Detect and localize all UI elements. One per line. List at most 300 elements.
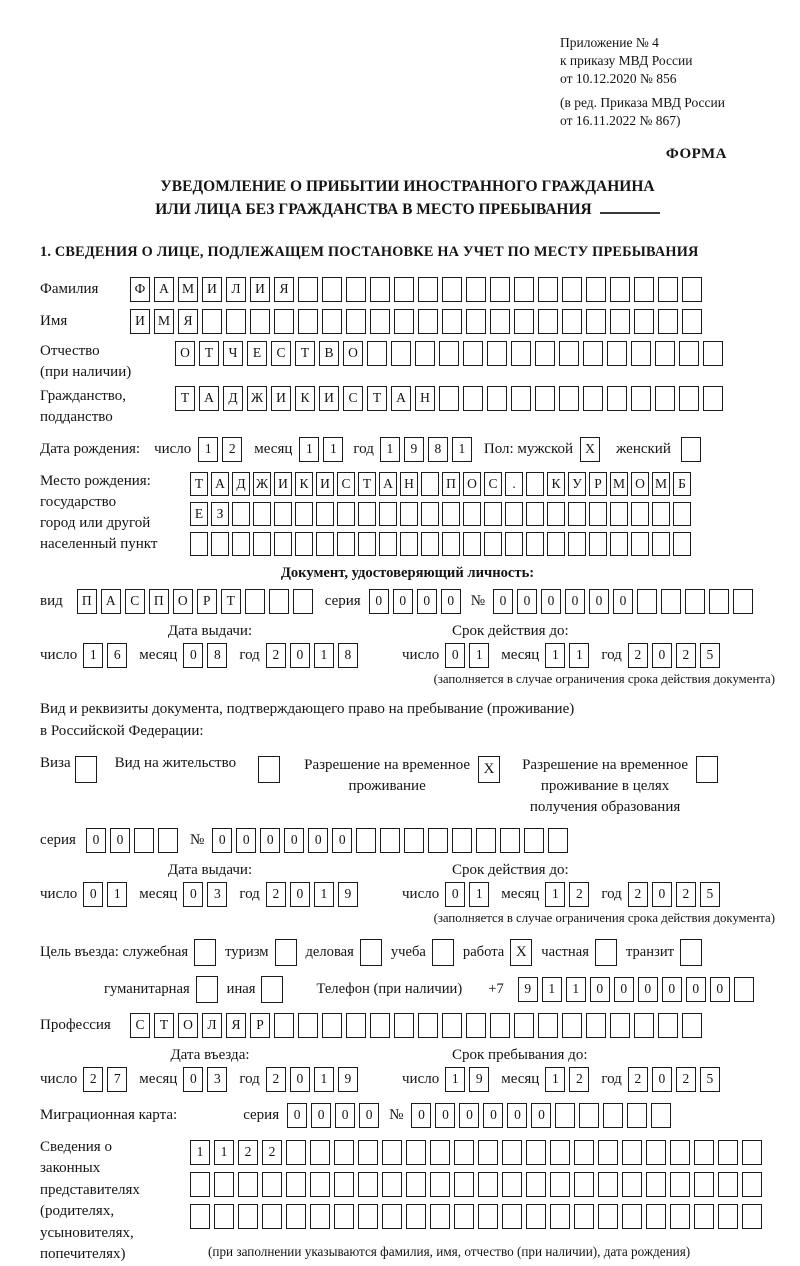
char-cell — [370, 309, 390, 334]
char-cell: А — [211, 472, 229, 496]
doc-number-cells — [493, 589, 753, 614]
char-cell: 2 — [222, 437, 242, 462]
char-cell — [487, 386, 507, 411]
char-cell: Т — [367, 386, 387, 411]
mc-number-cells — [411, 1103, 671, 1128]
char-cell: И — [274, 472, 292, 496]
purpose-humanitarian-label: гуманитарная — [104, 980, 190, 997]
char-cell — [356, 828, 376, 853]
purpose-transit-checkbox — [680, 939, 702, 966]
stay-day-cells — [445, 1067, 489, 1092]
char-cell: Ф — [130, 277, 150, 302]
section1-heading: 1. СВЕДЕНИЯ О ЛИЦЕ, ПОДЛЕЖАЩЕМ ПОСТАНОВКЕ НА УЧЕТ ПО МЕСТУ ПРЕБЫВАНИЯ — [40, 243, 699, 260]
char-cell: 5 — [700, 882, 720, 907]
char-cell: 2 — [569, 1067, 589, 1092]
char-cell: Д — [232, 472, 250, 496]
char-cell — [547, 532, 565, 556]
char-cell — [658, 1013, 678, 1038]
char-cell — [190, 1204, 210, 1229]
citizenship-label: Гражданство, подданство — [40, 387, 127, 425]
month-label: месяц — [501, 1070, 540, 1087]
char-cell — [610, 532, 628, 556]
checkbox-cell — [258, 756, 280, 783]
char-cell — [733, 589, 753, 614]
id-until-day-cells — [445, 643, 489, 668]
char-cell: И — [319, 386, 339, 411]
char-cell: 0 — [369, 589, 389, 614]
char-cell — [211, 532, 229, 556]
res-until-month-cells — [545, 882, 589, 907]
char-cell: О — [343, 341, 363, 366]
purpose-tourism-checkbox — [275, 939, 297, 966]
rvp-item — [304, 755, 500, 797]
purpose-humanitarian-checkbox — [196, 976, 218, 1003]
month-label: месяц — [139, 1070, 178, 1087]
char-cell: Т — [175, 386, 195, 411]
restriction-note: (заполняется в случае ограничения срока действия документа) — [433, 910, 775, 925]
entry-date-label: Дата въезда: — [170, 1046, 250, 1063]
birth-place-cells-2 — [190, 502, 691, 526]
char-cell: 2 — [569, 882, 589, 907]
char-cell — [442, 532, 460, 556]
char-cell — [583, 341, 603, 366]
char-cell: Я — [226, 1013, 246, 1038]
char-cell: А — [379, 472, 397, 496]
char-cell — [382, 1172, 402, 1197]
char-cell: С — [484, 472, 502, 496]
char-cell — [466, 1013, 486, 1038]
char-cell: 0 — [541, 589, 561, 614]
char-cell — [269, 589, 289, 614]
char-cell: 0 — [110, 828, 130, 853]
char-cell: 8 — [338, 643, 358, 668]
doc-number-label: № — [470, 592, 485, 609]
char-cell: 0 — [290, 1067, 310, 1092]
char-cell: 0 — [183, 1067, 203, 1092]
checkbox-cell — [275, 939, 297, 966]
char-cell: А — [199, 386, 219, 411]
id-issue-day-cells — [83, 643, 127, 668]
identity-doc-row — [40, 589, 775, 614]
residence-doc-types-row — [40, 755, 775, 818]
checkbox-cell — [595, 939, 617, 966]
char-cell: . — [505, 472, 523, 496]
char-cell: Р — [250, 1013, 270, 1038]
char-cell — [358, 1140, 378, 1165]
char-cell — [439, 386, 459, 411]
char-cell — [295, 532, 313, 556]
char-cell — [631, 502, 649, 526]
char-cell — [562, 1013, 582, 1038]
char-cell: 2 — [628, 643, 648, 668]
char-cell: 2 — [266, 1067, 286, 1092]
char-cell: 0 — [589, 589, 609, 614]
birth-day-cells — [198, 437, 242, 462]
birth-place-row — [40, 471, 775, 556]
char-cell: Т — [199, 341, 219, 366]
char-cell — [555, 1103, 575, 1128]
char-cell: Ж — [247, 386, 267, 411]
char-cell — [694, 1140, 714, 1165]
char-cell — [526, 532, 544, 556]
char-cell: 0 — [393, 589, 413, 614]
char-cell — [421, 532, 439, 556]
char-cell: О — [175, 341, 195, 366]
purpose-official-checkbox — [194, 939, 216, 966]
char-cell — [158, 828, 178, 853]
residence-permit-label: Вид на жительство — [114, 754, 237, 771]
char-cell — [610, 309, 630, 334]
char-cell: 9 — [404, 437, 424, 462]
char-cell — [502, 1140, 522, 1165]
doc-series-label: серия — [324, 592, 361, 609]
char-cell — [673, 502, 691, 526]
char-cell — [538, 309, 558, 334]
char-cell: 1 — [545, 1067, 565, 1092]
char-cell — [646, 1140, 666, 1165]
char-cell: 0 — [86, 828, 106, 853]
checkbox-cell — [696, 756, 718, 783]
char-cell — [526, 1204, 546, 1229]
rvp-education-label: Разрешение на временное проживание в целях получения образования — [522, 756, 689, 815]
char-cell — [337, 532, 355, 556]
char-cell: М — [652, 472, 670, 496]
char-cell — [547, 502, 565, 526]
char-cell — [559, 386, 579, 411]
char-cell — [709, 589, 729, 614]
char-cell: 0 — [638, 977, 658, 1002]
char-cell — [380, 828, 400, 853]
char-cell — [238, 1204, 258, 1229]
char-cell: К — [295, 386, 315, 411]
char-cell — [421, 502, 439, 526]
char-cell: 2 — [266, 882, 286, 907]
year-label: год — [601, 885, 622, 902]
char-cell: 9 — [338, 882, 358, 907]
char-cell — [511, 341, 531, 366]
char-cell — [463, 386, 483, 411]
char-cell — [502, 1172, 522, 1197]
char-cell: С — [337, 472, 355, 496]
char-cell — [406, 1172, 426, 1197]
surname-row — [40, 277, 775, 302]
valid-until-label: Срок действия до: — [452, 622, 569, 639]
char-cell — [524, 828, 544, 853]
char-cell — [484, 502, 502, 526]
char-cell — [490, 277, 510, 302]
char-cell: С — [271, 341, 291, 366]
char-cell — [404, 828, 424, 853]
char-cell — [742, 1140, 762, 1165]
char-cell — [661, 589, 681, 614]
char-cell: С — [343, 386, 363, 411]
identity-dates-row — [40, 643, 775, 668]
char-cell — [382, 1204, 402, 1229]
char-cell: 1 — [198, 437, 218, 462]
char-cell: 3 — [207, 882, 227, 907]
identity-doc-heading: Документ, удостоверяющий личность: — [280, 564, 535, 581]
char-cell: 2 — [266, 643, 286, 668]
form-title-line1: УВЕДОМЛЕНИЕ О ПРИБЫТИИ ИНОСТРАННОГО ГРАЖДАНИНА — [160, 178, 655, 196]
char-cell — [526, 1172, 546, 1197]
char-cell — [463, 532, 481, 556]
char-cell — [694, 1172, 714, 1197]
char-cell — [322, 277, 342, 302]
char-cell — [673, 532, 691, 556]
sex-female-label: женский — [616, 440, 671, 457]
char-cell — [358, 1172, 378, 1197]
char-cell — [681, 437, 701, 462]
year-label: год — [239, 885, 260, 902]
char-cell — [670, 1140, 690, 1165]
patronymic-cells — [175, 341, 723, 366]
char-cell: Ж — [253, 472, 271, 496]
rvp-education-checkbox — [696, 756, 718, 783]
char-cell: 1 — [445, 1067, 465, 1092]
visa-label: Виза — [40, 754, 71, 771]
char-cell — [418, 309, 438, 334]
char-cell — [718, 1140, 738, 1165]
char-cell — [286, 1204, 306, 1229]
char-cell: 0 — [710, 977, 730, 1002]
purpose-private-checkbox — [595, 939, 617, 966]
char-cell — [622, 1140, 642, 1165]
char-cell — [476, 828, 496, 853]
purpose-business-checkbox — [360, 939, 382, 966]
char-cell — [430, 1172, 450, 1197]
char-cell: О — [178, 1013, 198, 1038]
phone-label: Телефон (при наличии) — [316, 980, 463, 997]
char-cell — [190, 1172, 210, 1197]
char-cell: 1 — [452, 437, 472, 462]
entry-dates-row — [40, 1067, 775, 1092]
month-label: месяц — [139, 646, 178, 663]
year-label: год — [353, 440, 374, 457]
day-label: число — [40, 646, 78, 663]
char-cell — [598, 1204, 618, 1229]
char-cell — [214, 1172, 234, 1197]
char-cell: И — [316, 472, 334, 496]
char-cell — [514, 309, 534, 334]
phone-prefix: +7 — [488, 980, 504, 997]
char-cell — [430, 1140, 450, 1165]
char-cell: У — [568, 472, 586, 496]
char-cell — [559, 341, 579, 366]
id-until-month-cells — [545, 643, 589, 668]
char-cell: О — [631, 472, 649, 496]
checkbox-cell — [680, 939, 702, 966]
char-cell: 2 — [676, 882, 696, 907]
char-cell: 2 — [628, 1067, 648, 1092]
char-cell: 0 — [662, 977, 682, 1002]
res-number-cells — [212, 828, 568, 853]
char-cell — [370, 277, 390, 302]
month-label: месяц — [501, 885, 540, 902]
birth-place-label: Место рождения: государство город или другой населенный пункт — [40, 472, 158, 552]
char-cell — [391, 341, 411, 366]
char-cell — [670, 1204, 690, 1229]
char-cell: Т — [295, 341, 315, 366]
char-cell — [603, 1103, 623, 1128]
char-cell — [322, 1013, 342, 1038]
char-cell — [500, 828, 520, 853]
char-cell — [367, 341, 387, 366]
char-cell — [262, 1172, 282, 1197]
char-cell — [685, 589, 705, 614]
profession-row — [40, 1013, 775, 1038]
char-cell: 2 — [676, 1067, 696, 1092]
char-cell: 1 — [299, 437, 319, 462]
char-cell: Д — [223, 386, 243, 411]
birth-year-cells — [380, 437, 472, 462]
residence-doc-intro-line2: в Российской Федерации: — [40, 723, 204, 740]
char-cell: И — [271, 386, 291, 411]
char-cell: 0 — [236, 828, 256, 853]
char-cell: 9 — [518, 977, 538, 1002]
char-cell: К — [547, 472, 565, 496]
char-cell: Ч — [223, 341, 243, 366]
migration-card-row — [40, 1103, 775, 1128]
char-cell — [382, 1140, 402, 1165]
char-cell — [316, 502, 334, 526]
char-cell — [634, 277, 654, 302]
char-cell — [250, 309, 270, 334]
checkbox-cell: X — [478, 756, 500, 783]
char-cell: 0 — [212, 828, 232, 853]
char-cell — [586, 277, 606, 302]
visa-checkbox — [75, 756, 97, 783]
char-cell — [703, 341, 723, 366]
char-cell: А — [101, 589, 121, 614]
char-cell: 0 — [483, 1103, 503, 1128]
purpose-intro-label: Цель въезда: служебная — [40, 943, 189, 960]
purpose-study-label: учеба — [390, 943, 426, 960]
legal-note: (при заполнении указываются фамилия, имя, отчество (при наличии), дата рождения) — [208, 1243, 691, 1259]
char-cell: З — [211, 502, 229, 526]
char-cell — [538, 1013, 558, 1038]
char-cell: 1 — [566, 977, 586, 1002]
char-cell — [550, 1204, 570, 1229]
char-cell: Я — [274, 277, 294, 302]
char-cell — [478, 1204, 498, 1229]
char-cell — [238, 1172, 258, 1197]
char-cell: 0 — [435, 1103, 455, 1128]
char-cell: 0 — [590, 977, 610, 1002]
char-cell — [579, 1103, 599, 1128]
char-cell: 1 — [380, 437, 400, 462]
char-cell — [589, 502, 607, 526]
char-cell: В — [319, 341, 339, 366]
char-cell — [274, 532, 292, 556]
form-title — [40, 175, 775, 222]
char-cell — [379, 532, 397, 556]
char-cell — [428, 828, 448, 853]
residence-doc-series-row — [40, 828, 775, 853]
char-cell — [415, 341, 435, 366]
char-cell — [400, 532, 418, 556]
char-cell — [400, 502, 418, 526]
char-cell — [310, 1172, 330, 1197]
char-cell: 0 — [507, 1103, 527, 1128]
rvp-label: Разрешение на временное проживание — [304, 756, 471, 794]
purpose-tourism-label: туризм — [225, 943, 269, 960]
char-cell — [274, 1013, 294, 1038]
purpose-business-label: деловая — [305, 943, 354, 960]
char-cell — [627, 1103, 647, 1128]
char-cell — [310, 1204, 330, 1229]
res-until-day-cells — [445, 882, 489, 907]
char-cell — [526, 1140, 546, 1165]
char-cell: Л — [202, 1013, 222, 1038]
form-title-line2: ИЛИ ЛИЦА БЕЗ ГРАЖДАНСТВА В МЕСТО ПРЕБЫВАНИЯ — [40, 198, 775, 221]
char-cell: 1 — [190, 1140, 210, 1165]
char-cell — [505, 532, 523, 556]
char-cell — [274, 502, 292, 526]
char-cell: 0 — [260, 828, 280, 853]
char-cell — [682, 1013, 702, 1038]
sex-female-checkbox — [681, 437, 701, 462]
char-cell: 0 — [652, 882, 672, 907]
legal-representatives-label: Сведения о законных представителях (родителях, усыновителях, попечителях) — [40, 1138, 140, 1263]
char-cell — [694, 1204, 714, 1229]
char-cell — [562, 277, 582, 302]
char-cell: 0 — [459, 1103, 479, 1128]
char-cell — [505, 502, 523, 526]
char-cell — [406, 1140, 426, 1165]
year-label: год — [239, 646, 260, 663]
char-cell — [370, 1013, 390, 1038]
char-cell — [631, 341, 651, 366]
char-cell — [535, 341, 555, 366]
char-cell — [502, 1204, 522, 1229]
char-cell — [658, 309, 678, 334]
char-cell — [337, 502, 355, 526]
char-cell: Н — [415, 386, 435, 411]
char-cell — [652, 532, 670, 556]
char-cell — [202, 309, 222, 334]
checkbox-cell: X — [510, 939, 532, 966]
sex-male-label: Пол: мужской — [483, 440, 574, 457]
char-cell — [610, 277, 630, 302]
char-cell: 3 — [207, 1067, 227, 1092]
char-cell — [655, 341, 675, 366]
char-cell: 0 — [531, 1103, 551, 1128]
char-cell: Л — [226, 277, 246, 302]
char-cell: 1 — [314, 643, 334, 668]
patronymic-label: Отчество (при наличии) — [40, 342, 132, 380]
checkbox-cell — [196, 976, 218, 1003]
purpose-private-label: частная — [541, 943, 589, 960]
char-cell — [463, 502, 481, 526]
char-cell — [214, 1204, 234, 1229]
char-cell — [310, 1140, 330, 1165]
res-number-label: № — [189, 831, 205, 848]
char-cell — [358, 502, 376, 526]
char-cell — [637, 589, 657, 614]
id-issue-month-cells — [183, 643, 227, 668]
checkbox-cell — [261, 976, 283, 1003]
valid-until-label: Срок действия до: — [452, 861, 569, 878]
char-cell — [631, 386, 651, 411]
char-cell — [514, 1013, 534, 1038]
char-cell — [526, 472, 544, 496]
char-cell: 0 — [335, 1103, 355, 1128]
char-cell: 0 — [417, 589, 437, 614]
char-cell — [454, 1140, 474, 1165]
char-cell — [484, 532, 502, 556]
purpose-other-label: иная — [226, 980, 256, 997]
char-cell — [514, 277, 534, 302]
